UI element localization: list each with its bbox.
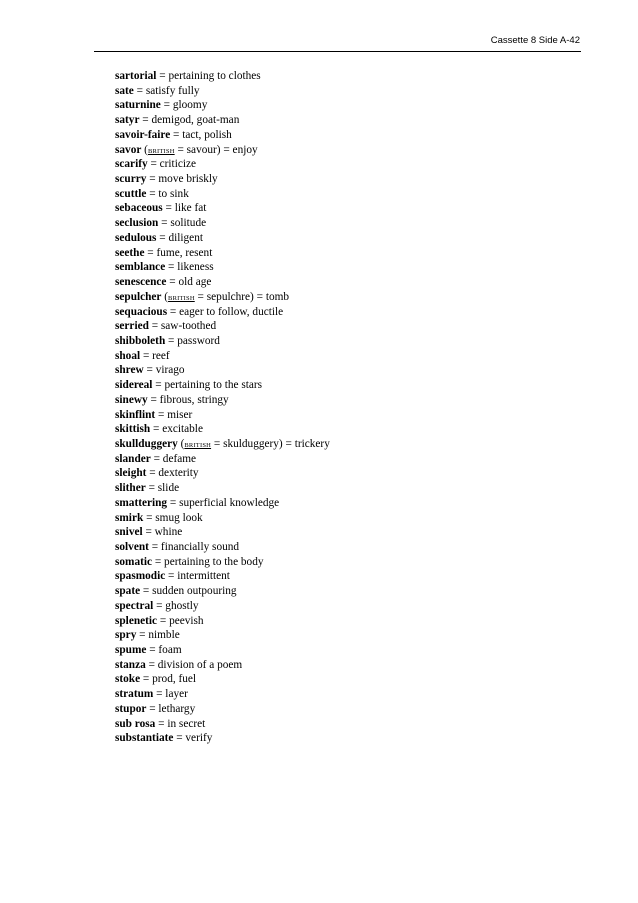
vocab-definition: (BRITISH = skulduggery) = trickery — [177, 437, 330, 450]
vocab-word: sinewy — [115, 393, 148, 406]
vocab-definition: = eager to follow, ductile — [167, 305, 284, 318]
vocab-definition: = whine — [142, 526, 183, 539]
vocab-word: senescence — [115, 276, 167, 289]
vocab-word: shoal — [115, 349, 141, 362]
vocab-entry — [115, 157, 330, 172]
vocab-word: sub rosa — [115, 717, 156, 730]
vocab-entry — [115, 349, 330, 364]
vocab-entry — [115, 717, 330, 732]
vocab-entry — [115, 422, 330, 437]
vocab-word: serried — [115, 320, 149, 333]
vocab-definition: = ghostly — [153, 599, 199, 612]
vocab-definition: = likeness — [165, 261, 214, 274]
vocab-definition: = pertaining to clothes — [156, 70, 261, 82]
vocab-word: sartorial — [115, 70, 157, 82]
vocab-entry — [115, 408, 330, 423]
vocab-definition: = lethargy — [146, 702, 196, 715]
vocab-definition: = solitude — [158, 217, 207, 230]
vocab-entry — [115, 481, 330, 496]
vocab-definition: = reef — [140, 349, 170, 362]
vocab-definition: (BRITISH = sepulchre) = tomb — [161, 290, 290, 303]
vocab-entry — [115, 378, 330, 393]
vocab-entry — [115, 143, 330, 158]
header-rule — [94, 51, 581, 52]
vocab-word: sebaceous — [115, 202, 163, 215]
vocab-word: stoke — [115, 673, 141, 686]
vocab-word: skinflint — [115, 408, 156, 421]
page-header: Cassette 8 Side A-42 — [490, 35, 580, 46]
vocab-definition: = division of a poem — [145, 658, 243, 671]
vocab-definition: = tact, polish — [170, 128, 232, 141]
vocab-entry — [115, 201, 330, 216]
vocab-definition: = pertaining to the body — [152, 555, 264, 568]
vocab-word: slither — [115, 482, 146, 495]
vocab-entry — [115, 672, 330, 687]
vocab-word: stupor — [115, 702, 147, 715]
vocab-word: stratum — [115, 688, 154, 701]
vocab-definition: = virago — [143, 364, 185, 377]
vocab-entry — [115, 584, 330, 599]
british-label: BRITISH — [184, 441, 212, 449]
vocab-word: spry — [115, 629, 137, 642]
vocab-entry — [115, 731, 330, 746]
vocab-entry — [115, 231, 330, 246]
vocab-word: sate — [115, 84, 134, 97]
vocab-entry — [115, 393, 330, 408]
vocab-word: skittish — [115, 423, 151, 436]
vocab-word: scarify — [115, 158, 148, 171]
vocab-definition: = peevish — [157, 614, 204, 627]
vocab-definition: = to sink — [146, 187, 189, 200]
vocab-definition: = intermittent — [165, 570, 230, 583]
vocab-entry — [115, 98, 330, 113]
vocab-word: somatic — [115, 555, 153, 568]
vocab-entry — [115, 363, 330, 378]
vocab-definition: = fibrous, stringy — [147, 393, 229, 406]
vocab-entry — [115, 628, 330, 643]
vocab-entry — [115, 69, 330, 84]
vocab-word: slander — [115, 452, 151, 465]
vocab-entry — [115, 540, 330, 555]
vocab-entry — [115, 599, 330, 614]
vocab-definition: = like fat — [162, 202, 207, 215]
vocab-definition: = nimble — [136, 629, 180, 642]
vocab-entry — [115, 290, 330, 305]
vocab-word: spasmodic — [115, 570, 166, 583]
vocab-word: savor — [115, 143, 142, 156]
vocab-definition: = fume, resent — [144, 246, 213, 259]
vocab-word: solvent — [115, 541, 149, 553]
vocab-word: spectral — [115, 599, 154, 612]
vocab-definition: = defame — [150, 452, 197, 465]
vocab-word: satyr — [115, 114, 140, 127]
vocab-word: smirk — [115, 511, 144, 524]
vocab-entry — [115, 260, 330, 275]
vocab-entry — [115, 496, 330, 511]
vocab-entry — [115, 437, 330, 452]
vocab-entry — [115, 216, 330, 231]
vocab-definition: = prod, fuel — [140, 673, 197, 686]
vocab-word: sidereal — [115, 379, 153, 392]
vocab-word: shrew — [115, 364, 144, 377]
vocab-word: spate — [115, 585, 141, 598]
vocab-definition: = satisfy fully — [133, 84, 200, 97]
vocab-entry — [115, 128, 330, 143]
vocab-definition: = financially sound — [148, 541, 240, 553]
vocab-word: stanza — [115, 658, 146, 671]
vocab-word: savoir-faire — [115, 128, 171, 141]
vocab-entry — [115, 275, 330, 290]
vocab-word: sedulous — [115, 231, 157, 244]
vocab-word: skullduggery — [115, 437, 178, 450]
vocab-definition: = old age — [166, 276, 212, 289]
vocab-definition: = password — [165, 334, 220, 347]
vocab-definition: = slide — [145, 482, 180, 495]
vocab-word: splenetic — [115, 614, 158, 627]
british-label: BRITISH — [168, 294, 195, 302]
vocab-entry — [115, 334, 330, 349]
vocab-entry — [115, 687, 330, 702]
vocab-word: shibboleth — [115, 334, 166, 347]
vocab-word: snivel — [115, 526, 143, 539]
vocab-entry — [115, 702, 330, 717]
vocab-word: scuttle — [115, 187, 147, 200]
vocab-definition: = sudden outpouring — [140, 585, 237, 598]
vocab-entry — [115, 172, 330, 187]
vocab-entry — [115, 614, 330, 629]
vocab-entry — [115, 466, 330, 481]
vocab-definition: = superficial knowledge — [167, 496, 280, 509]
vocab-definition: = miser — [155, 408, 193, 421]
vocabulary-list — [115, 69, 330, 746]
vocab-definition: = in secret — [155, 717, 206, 730]
vocab-entry — [115, 246, 330, 261]
vocab-definition: = saw-toothed — [148, 320, 217, 333]
vocab-word: scurry — [115, 173, 147, 186]
vocab-word: semblance — [115, 261, 166, 274]
british-label: BRITISH — [147, 147, 175, 155]
vocab-definition: = excitable — [150, 423, 203, 436]
vocab-entry — [115, 643, 330, 658]
vocab-definition: = pertaining to the stars — [152, 379, 263, 392]
vocab-entry — [115, 305, 330, 320]
vocab-entry — [115, 511, 330, 526]
vocab-word: sleight — [115, 467, 147, 480]
vocab-word: sequacious — [115, 305, 168, 318]
vocab-word: seclusion — [115, 217, 159, 230]
vocab-definition: = layer — [153, 688, 188, 701]
vocab-entry — [115, 113, 330, 128]
vocab-entry — [115, 658, 330, 673]
vocab-definition: = demigod, goat-man — [139, 114, 240, 127]
vocab-word: spume — [115, 644, 147, 657]
vocab-entry — [115, 569, 330, 584]
vocab-definition: = smug look — [143, 511, 203, 524]
vocab-definition: = verify — [173, 732, 213, 745]
vocab-word: sepulcher — [115, 290, 162, 303]
vocab-definition: (BRITISH = savour) = enjoy — [141, 143, 258, 156]
vocab-entry — [115, 187, 330, 202]
vocab-entry — [115, 452, 330, 467]
vocab-entry — [115, 525, 330, 540]
vocab-definition: = gloomy — [160, 99, 208, 112]
vocab-definition: = diligent — [156, 231, 203, 244]
vocab-definition: = dexterity — [146, 467, 199, 480]
vocab-entry — [115, 319, 330, 334]
vocab-word: seethe — [115, 246, 145, 259]
vocab-definition: = move briskly — [146, 173, 218, 186]
vocab-entry — [115, 84, 330, 99]
vocab-word: substantiate — [115, 732, 174, 745]
vocab-entry — [115, 555, 330, 570]
vocab-definition: = foam — [146, 644, 182, 657]
vocab-definition: = criticize — [147, 158, 197, 171]
vocab-word: smattering — [115, 496, 168, 509]
vocab-word: saturnine — [115, 99, 161, 112]
